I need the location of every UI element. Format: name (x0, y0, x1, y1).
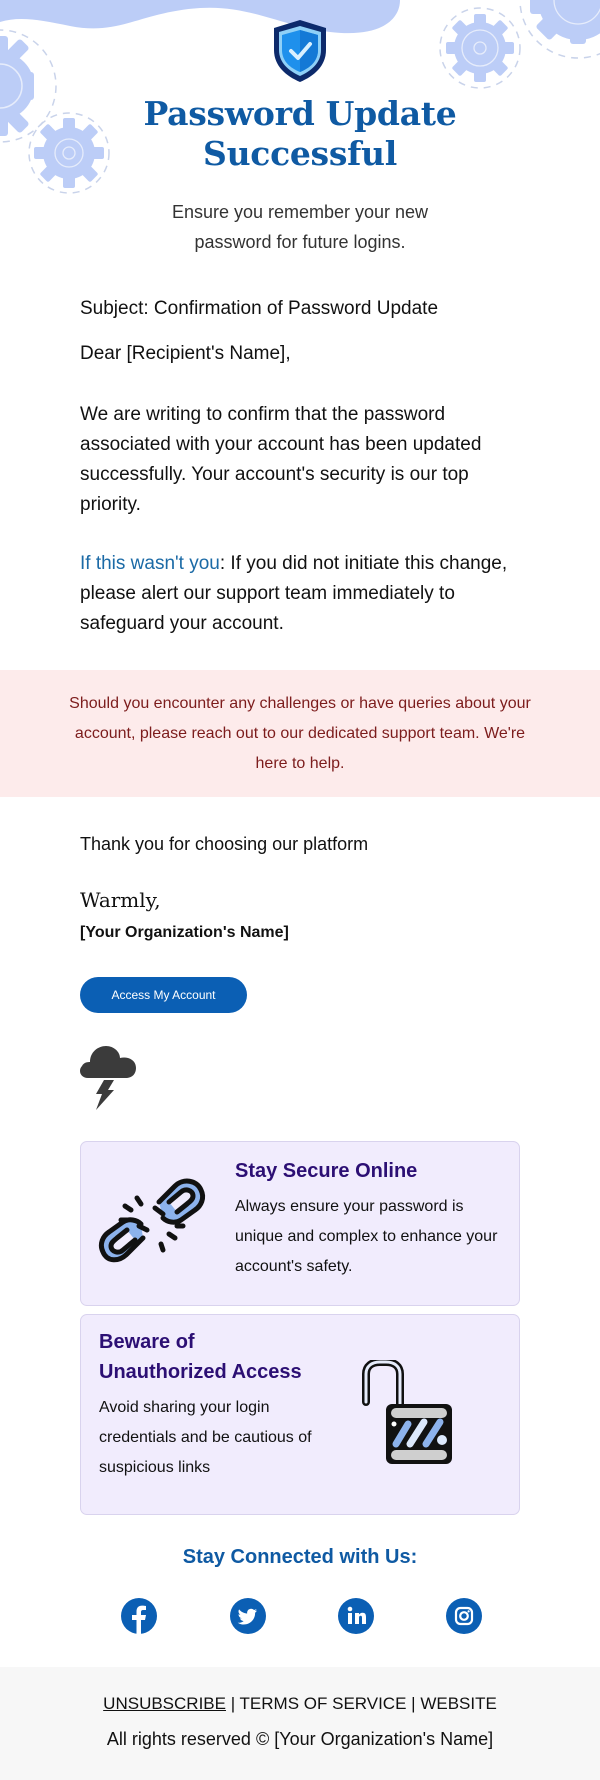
warning-text: : If you did not initiate this change, please alert our support team immediately to safeguard your account. (80, 553, 508, 634)
tip-card-unauthorized (80, 1314, 520, 1515)
email-subject: Subject: Confirmation of Password Update (80, 298, 439, 319)
shield-check-icon (270, 18, 330, 84)
twitter-icon (230, 1598, 266, 1634)
signoff: Warmly, (80, 888, 161, 912)
twitter-link[interactable] (230, 1598, 266, 1634)
gear-icon (446, 14, 514, 82)
instagram-icon (446, 1598, 482, 1634)
unsubscribe-link[interactable]: UNSUBSCRIBE (103, 1694, 226, 1713)
facebook-icon (121, 1598, 157, 1634)
website-link[interactable]: WEBSITE (420, 1694, 497, 1713)
footer (0, 1667, 600, 1780)
support-notice (0, 670, 600, 797)
organization-name: [Your Organization's Name] (80, 924, 289, 941)
confirmation-paragraph: We are writing to confirm that the password associated with your account has been updated successfully. Your account's security is our top priority. (80, 404, 482, 515)
separator: | (406, 1694, 421, 1713)
warning-highlight: If this wasn't you (80, 553, 220, 574)
storm-cloud-icon (78, 1042, 138, 1112)
separator: | (225, 1694, 240, 1713)
greeting: Dear [Recipient's Name], (80, 343, 291, 364)
tip-card-title: Beware of Unauthorized Access (99, 1331, 302, 1383)
social-links (0, 1598, 600, 1636)
tip-card-secure (80, 1141, 520, 1306)
footer-links (0, 1694, 600, 1714)
tip-card-secure-content (235, 1156, 505, 1282)
email-header (0, 0, 600, 260)
support-notice-text: Should you encounter any challenges or have queries about your account, please reach out to our dedicated support team. We're here to help. (69, 695, 531, 772)
tip-card-text: Avoid sharing your login credentials and be cautious of suspicious links (99, 1399, 312, 1476)
instagram-link[interactable] (446, 1598, 482, 1634)
tip-card-unauthorized-content (99, 1327, 349, 1483)
linkedin-icon (338, 1598, 374, 1634)
social-title: Stay Connected with Us: (182, 1546, 418, 1568)
facebook-link[interactable] (121, 1598, 157, 1634)
thanks-text: Thank you for choosing our platform (80, 834, 369, 854)
broken-link-icon (97, 1168, 212, 1278)
terms-link[interactable]: TERMS OF SERVICE (239, 1694, 407, 1713)
warning-paragraph (80, 549, 520, 639)
copyright: All rights reserved © [Your Organization's Name] (106, 1729, 494, 1749)
tip-card-text: Always ensure your password is unique and complex to enhance your account's safety. (235, 1198, 498, 1275)
page-title: Password Update Successful (143, 94, 457, 173)
unlocked-padlock-icon (356, 1360, 466, 1470)
page-subtitle: Ensure you remember your new password for future logins. (171, 202, 429, 252)
gear-icon (530, 0, 600, 44)
linkedin-link[interactable] (338, 1598, 374, 1634)
access-account-button[interactable]: Access My Account (80, 977, 247, 1013)
tip-card-title: Stay Secure Online (235, 1160, 418, 1182)
